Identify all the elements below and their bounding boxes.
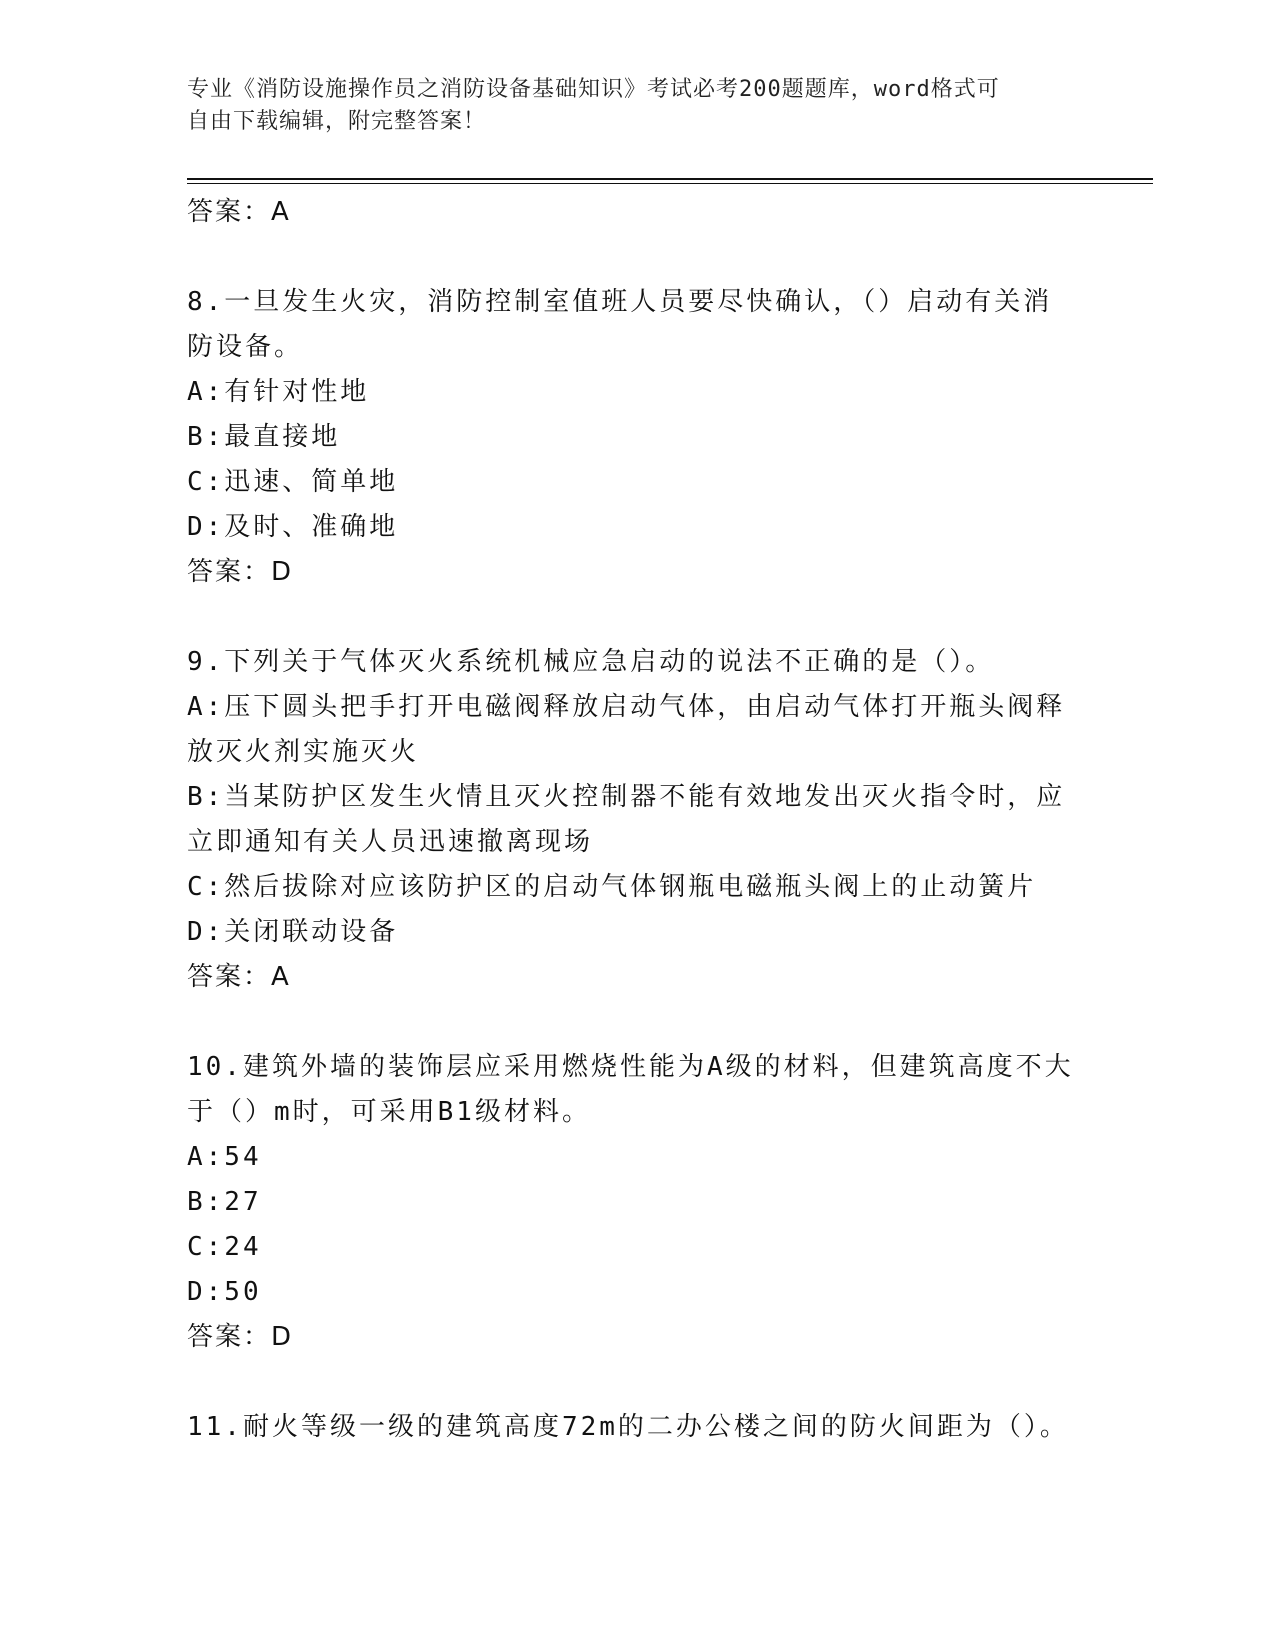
answer-line: 答案：D (187, 557, 294, 587)
option-a-continued: 放灭火剂实施灭火 (187, 737, 420, 767)
option-b-continued: 立即通知有关人员迅速撤离现场 (187, 827, 594, 857)
option-d: D:及时、准确地 (187, 512, 399, 542)
option-b: B:27 (187, 1187, 262, 1217)
option-a: A:压下圆头把手打开电磁阀释放启动气体，由启动气体打开瓶头阀释 (187, 692, 1066, 722)
question-stem: 于（）m时，可采用B1级材料。 (187, 1097, 591, 1127)
header-line-2: 自由下载编辑，附完整答案！ (187, 109, 487, 134)
option-a: A:有针对性地 (187, 377, 370, 407)
question-stem: 11.耐火等级一级的建筑高度72m的二办公楼之间的防火间距为（）。 (187, 1412, 1069, 1442)
document-header (187, 74, 1087, 138)
answer-line: 答案：A (187, 197, 291, 227)
option-c: C:然后拔除对应该防护区的启动气体钢瓶电磁瓶头阀上的止动簧片 (187, 872, 1037, 902)
question-11 (187, 1405, 1087, 1450)
option-d: D:关闭联动设备 (187, 917, 399, 947)
option-b: B:当某防护区发生火情且灭火控制器不能有效地发出灭火指令时，应 (187, 782, 1066, 812)
option-b: B:最直接地 (187, 422, 341, 452)
question-stem: 10.建筑外墙的装饰层应采用燃烧性能为A级的材料，但建筑高度不大 (187, 1052, 1074, 1082)
option-a: A:54 (187, 1142, 262, 1172)
answer-line: 答案：D (187, 1322, 294, 1352)
question-8 (187, 280, 1087, 595)
question-10 (187, 1045, 1087, 1360)
header-rule-thin (187, 183, 1153, 184)
question-9 (187, 640, 1087, 1000)
header-rule-thick (187, 178, 1153, 180)
question-list (187, 190, 1087, 1450)
option-c: C:迅速、简单地 (187, 467, 399, 497)
answer-line: 答案：A (187, 962, 291, 992)
header-line-1: 专业《消防设施操作员之消防设备基础知识》考试必考200题题库，word格式可 (187, 77, 1000, 102)
question-stem: 8.一旦发生火灾，消防控制室值班人员要尽快确认，（）启动有关消 (187, 287, 1053, 317)
question-stem: 9.下列关于气体灭火系统机械应急启动的说法不正确的是（）。 (187, 647, 995, 677)
question-stem: 防设备。 (187, 332, 304, 362)
option-d: D:50 (187, 1277, 262, 1307)
option-c: C:24 (187, 1232, 262, 1262)
